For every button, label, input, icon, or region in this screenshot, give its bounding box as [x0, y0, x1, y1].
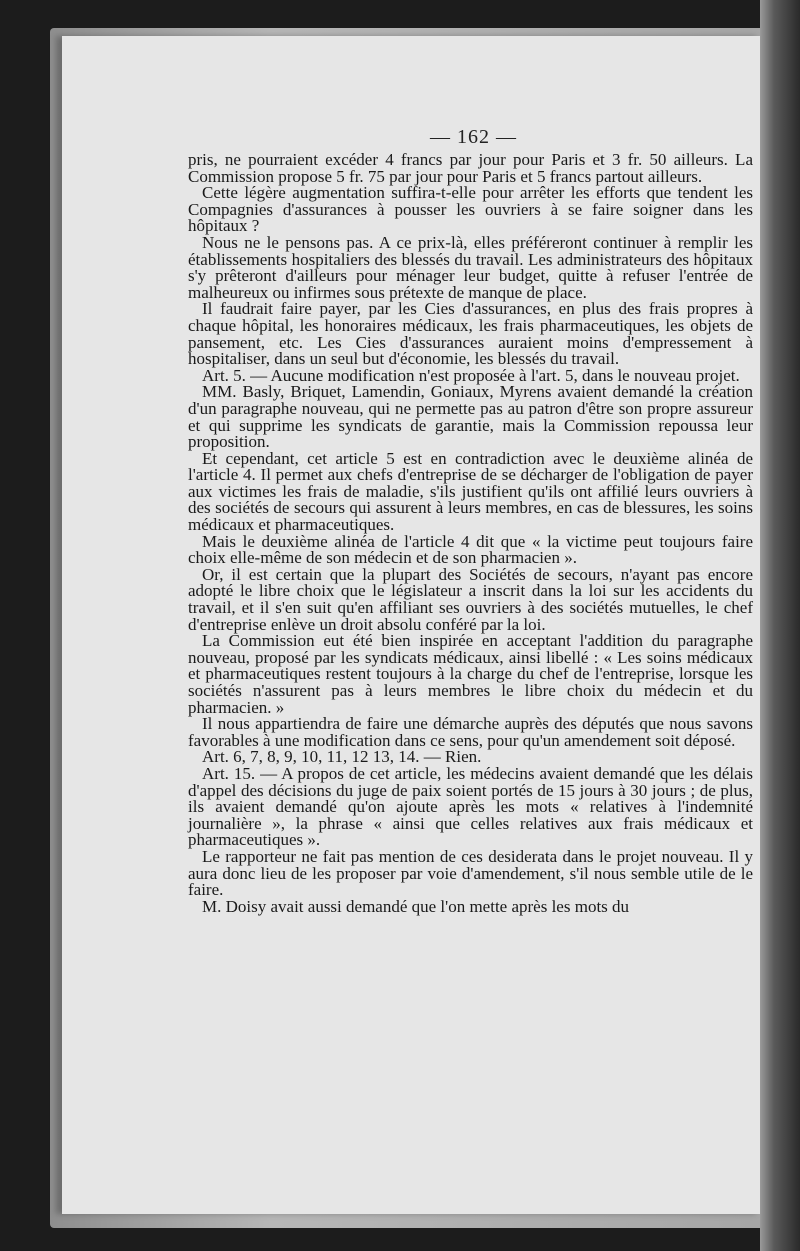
paragraph: Mais le deuxième alinéa de l'article 4 dit que « la victime peut toujours faire choix elle-même de son médecin et de son pharmacien ».: [188, 531, 753, 568]
page-number: — 162 —: [430, 126, 517, 148]
paragraph: Il nous appartiendra de faire une démarche auprès des députés que nous savons favorables à une modification dans ce sens, pour qu'un amendement soit déposé.: [188, 714, 753, 750]
body-text: [188, 152, 753, 915]
paragraph: Le rapporteur ne fait pas mention de ces desiderata dans le projet nouveau. Il y aura donc lieu de les proposer par voie d'amendement, s'il nous semble utile de le faire.: [188, 846, 753, 900]
paragraph: Il faudrait faire payer, par les Cies d'assurances, en plus des frais propres à chaque hôpital, les honoraires médicaux, les frais pharmaceutiques, les objets de pansement, etc. Les Cies d'assurances auraient moins d'empressement à hospitaliser, dans un seul but d'économie, les blessés du travail.: [188, 299, 753, 369]
paragraph: Art. 5. — Aucune modification n'est proposée à l'art. 5, dans le nouveau projet.: [202, 365, 740, 385]
paragraph: Nous ne le pensons pas. A ce prix-là, elles préféreront continuer à remplir les établissements hospitaliers des blessés du travail. Les administrateurs des hôpitaux s'y prêteront d'ailleurs pour ménager leur budget, quitte à refuser l'entrée de malheureux ou infirmes sous prétexte de manque de place.: [188, 232, 753, 302]
book-binding: [760, 0, 800, 1251]
paragraph: Art. 15. — A propos de cet article, les médecins avaient demandé que les délais d'appel des décisions du juge de paix soient portés de 15 jours à 30 jours ; de plus, ils avaient demandé qu'on ajoute après les mots « relatives à l'indemnité journalière », la phrase « ainsi que celles relatives aux frais médicaux et pharmaceutiques ».: [188, 763, 753, 850]
paragraph: MM. Basly, Briquet, Lamendin, Goniaux, Myrens avaient demandé la création d'un paragraphe nouveau, qui ne permette pas au patron d'être son propre assureur et qui supprime les syndicats de garantie, mais la Commission repoussa leur proposition.: [188, 382, 753, 452]
paragraph: La Commission eut été bien inspirée en acceptant l'addition du paragraphe nouveau, proposé par les syndicats médicaux, ainsi libellé : « Les soins médicaux et pharmaceutiques restent toujours à la charge du chef de l'entreprise, lorsque les sociétés n'assurent pas à leurs membres le libre choix du médecin et du pharmacien. »: [188, 631, 753, 717]
paragraph: M. Doisy avait aussi demandé que l'on mette après les mots du: [202, 896, 630, 916]
paragraph: pris, ne pourraient excéder 4 francs par jour pour Paris et 3 fr. 50 ailleurs. La Commission propose 5 fr. 75 par jour pour Paris et 5 francs partout ailleurs.: [188, 150, 753, 186]
paragraph: Et cependant, cet article 5 est en contradiction avec le deuxième alinéa de l'article 4. Il permet aux chefs d'entreprise de se décharger de l'obligation de payer aux victimes les frais de maladie, s'ils justifient qu'ils ont affilié leurs ouvriers à des sociétés de secours qui assurent à leurs membres, en cas de blessures, les soins médicaux et pharmaceutiques.: [188, 448, 753, 535]
paragraph: Cette légère augmentation suffira-t-elle pour arrêter les efforts que tendent les Compagnies d'assurances à pousser les ouvriers à se faire soigner dans les hôpitaux ?: [188, 183, 753, 236]
paragraph: Or, il est certain que la plupart des Sociétés de secours, n'ayant pas encore adopté le libre choix que le législateur a inscrit dans la loi sur les accidents du travail, et il s'en suit qu'en affiliant ses ouvriers à des sociétés mutuelles, le chef d'entreprise enlève un droit absolu conféré par la loi.: [188, 564, 753, 634]
paragraph: Art. 6, 7, 8, 9, 10, 11, 12 13, 14. — Rien.: [202, 747, 482, 767]
